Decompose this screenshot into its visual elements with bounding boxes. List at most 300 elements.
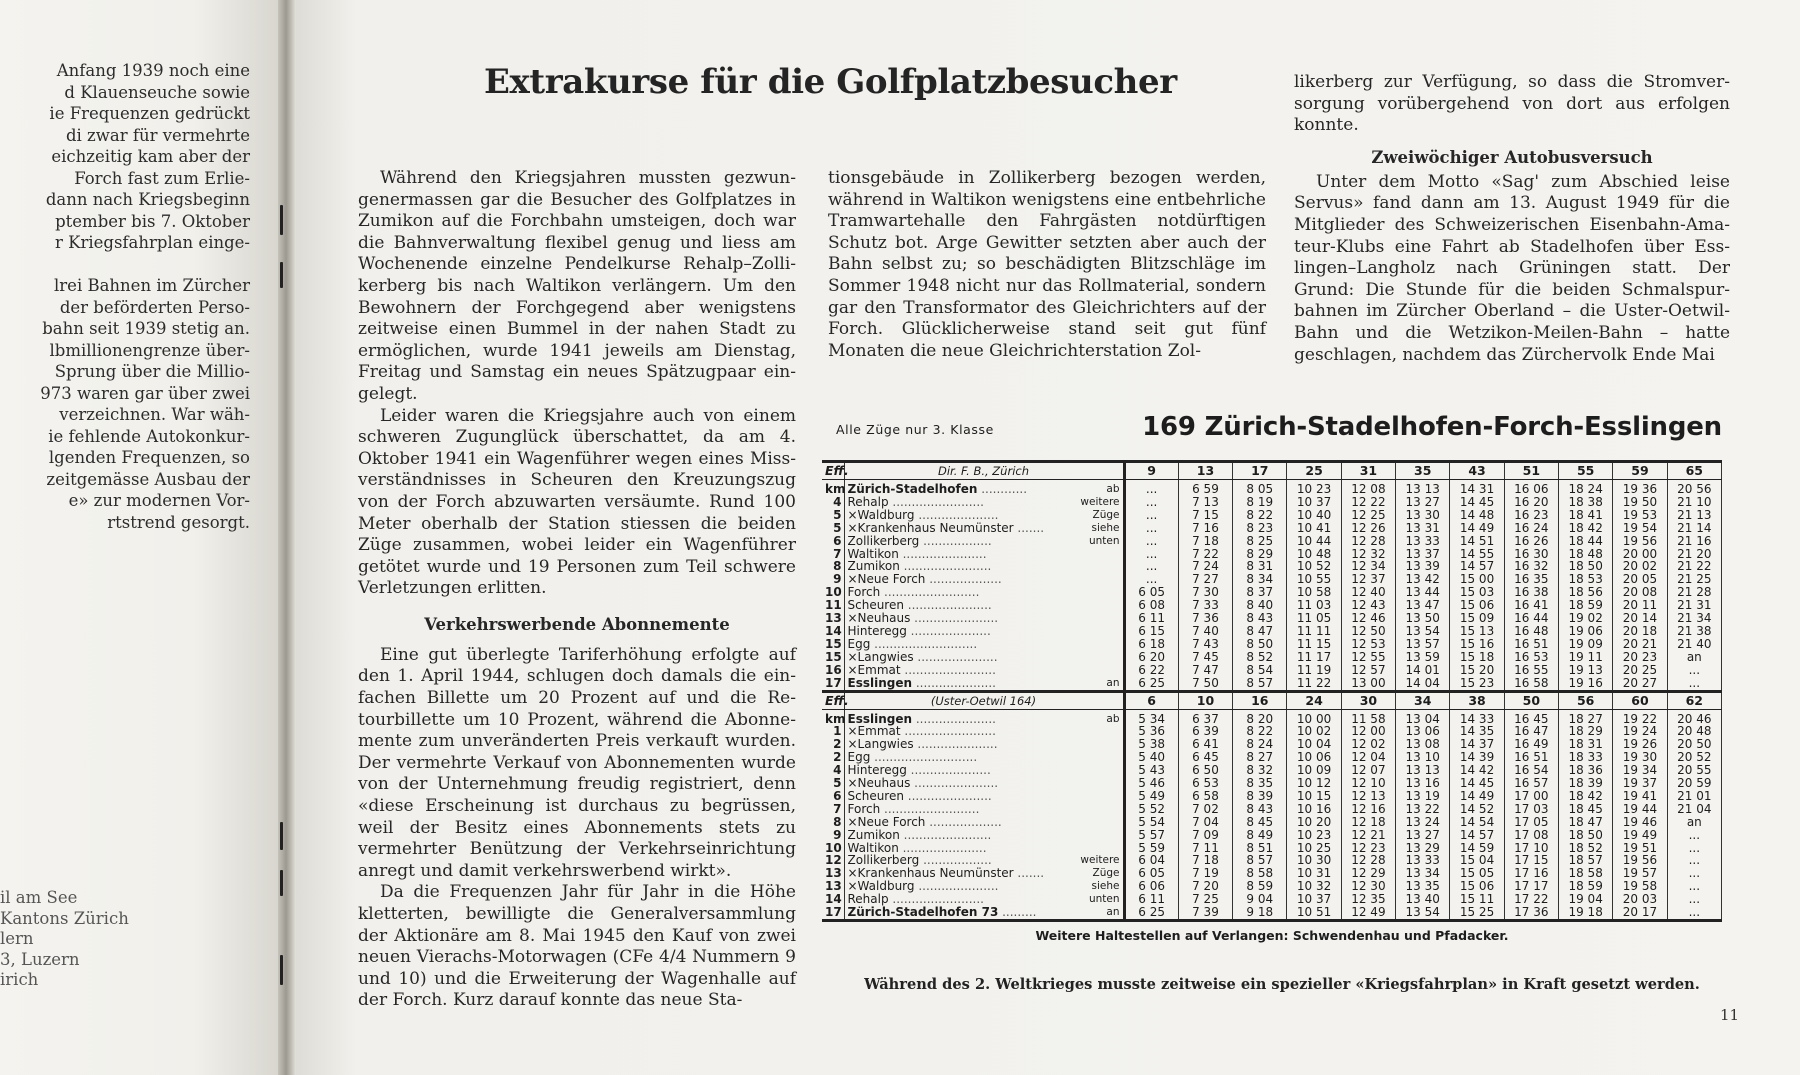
page-title: Extrakurse für die Golfplatzbesucher (484, 62, 1177, 102)
km-cell: 5 (822, 509, 844, 522)
direction-label: (Uster-Oetwil 164) (844, 691, 1124, 709)
station-note: an (1106, 676, 1120, 689)
leader-dots: ...................... (898, 546, 987, 561)
time-cell: ... (1667, 829, 1721, 842)
leader-dots: ..................... (914, 879, 999, 894)
time-cell: 13 13 (1396, 764, 1450, 777)
km-cell: 5 (822, 777, 844, 790)
station-name: ×Neuhaus (847, 776, 911, 791)
km-cell: 12 (822, 854, 844, 867)
time-cell: 16 54 (1504, 764, 1558, 777)
time-cell: 6 08 (1124, 599, 1178, 612)
time-cell: 6 25 (1124, 906, 1178, 920)
time-cell: 18 50 (1559, 829, 1613, 842)
time-cell: 16 48 (1504, 625, 1558, 638)
time-cell: 7 47 (1178, 664, 1232, 677)
station-note: Züge (1092, 508, 1120, 521)
time-cell: 16 57 (1504, 777, 1558, 790)
time-cell: 10 00 (1287, 709, 1341, 725)
time-cell: 7 11 (1178, 842, 1232, 855)
leader-dots: ................... (925, 572, 1002, 587)
time-cell: 8 31 (1233, 560, 1287, 573)
time-cell: 19 53 (1613, 509, 1667, 522)
text-line: Anfang 1939 noch eine (56, 61, 250, 80)
time-cell: 10 41 (1287, 522, 1341, 535)
text-line: ie Frequenzen gedrückt (49, 104, 250, 123)
km-cell: 2 (822, 738, 844, 751)
time-cell: 18 38 (1559, 496, 1613, 509)
station-name: Hinteregg (847, 623, 907, 638)
leader-dots: ...................... (910, 611, 999, 626)
time-cell: 19 51 (1613, 842, 1667, 855)
time-cell: 7 40 (1178, 625, 1232, 638)
time-cell: 7 25 (1178, 893, 1232, 906)
km-cell: 9 (822, 829, 844, 842)
time-cell: 16 26 (1504, 535, 1558, 548)
time-cell: 15 16 (1450, 638, 1504, 651)
time-cell: 19 50 (1613, 496, 1667, 509)
time-cell: 14 45 (1450, 777, 1504, 790)
time-cell: 6 53 (1178, 777, 1232, 790)
time-cell: 5 49 (1124, 790, 1178, 803)
time-cell: 8 52 (1233, 651, 1287, 664)
time-cell: 20 25 (1613, 664, 1667, 677)
leader-dots: ................... (925, 814, 1002, 829)
time-cell: 16 06 (1504, 480, 1558, 496)
leader-dots: ..................... (906, 623, 991, 638)
time-cell: 18 45 (1559, 803, 1613, 816)
time-cell: 5 43 (1124, 764, 1178, 777)
paragraph: tionsgebäude in Zollikerberg bezogen werden, während in Waltikon wenigstens eine entbehrliche Tramwartehalle den Fahrgästen notdürftigen Schutz bot. Arge Gewitter setzten aber auch der Bahn selbst zu; so beschädigten Blitzschläge im Sommer 1948 nicht nur das Rollmaterial, sondern gar den Transformator des Gleichrichters auf der Forch. Glücklicherweise stand seit gut fünf Monaten die neue Gleichrichterstation Zol- (828, 168, 1266, 361)
time-cell: 14 01 (1396, 664, 1450, 677)
time-cell: 19 49 (1613, 829, 1667, 842)
time-cell: 6 25 (1124, 677, 1178, 691)
time-cell: 12 55 (1341, 651, 1395, 664)
time-cell: ... (1667, 854, 1721, 867)
time-cell: 10 58 (1287, 586, 1341, 599)
time-cell: 16 24 (1504, 522, 1558, 535)
time-cell: 7 39 (1178, 906, 1232, 920)
time-cell: 13 57 (1396, 638, 1450, 651)
time-cell: 14 57 (1450, 560, 1504, 573)
km-cell: 4 (822, 764, 844, 777)
time-cell: 20 05 (1613, 573, 1667, 586)
time-cell: 14 55 (1450, 548, 1504, 561)
station-name: Waltikon (847, 840, 899, 855)
time-cell: 8 25 (1233, 535, 1287, 548)
time-cell: ... (1124, 522, 1178, 535)
time-cell: 21 31 (1667, 599, 1721, 612)
time-cell: 18 57 (1559, 854, 1613, 867)
time-cell: 14 57 (1450, 829, 1504, 842)
timetable-row (822, 677, 1722, 691)
time-cell: 8 58 (1233, 867, 1287, 880)
time-cell: 7 30 (1178, 586, 1232, 599)
time-cell: 20 48 (1667, 725, 1721, 738)
station-name: ×Emmat (847, 662, 901, 677)
time-cell: 7 13 (1178, 496, 1232, 509)
time-cell: 7 15 (1178, 509, 1232, 522)
time-cell: 10 52 (1287, 560, 1341, 573)
train-number-row (822, 691, 1722, 709)
time-cell: 12 32 (1341, 548, 1395, 561)
text-line: r Kriegsfahrplan einge- (55, 233, 250, 252)
time-cell: 13 33 (1396, 535, 1450, 548)
station-name: Forch (847, 801, 881, 816)
time-cell: 8 54 (1233, 664, 1287, 677)
time-cell: ... (1124, 496, 1178, 509)
time-cell: 5 34 (1124, 709, 1178, 725)
km-cell: 17 (822, 906, 844, 920)
time-cell: 6 39 (1178, 725, 1232, 738)
time-cell: 8 47 (1233, 625, 1287, 638)
time-cell: 20 17 (1613, 906, 1667, 920)
time-cell: 5 38 (1124, 738, 1178, 751)
km-cell: 14 (822, 625, 844, 638)
time-cell: 12 08 (1341, 480, 1395, 496)
time-cell: 18 59 (1559, 880, 1613, 893)
km-cell: 4 (822, 496, 844, 509)
time-cell: 8 19 (1233, 496, 1287, 509)
time-cell: 10 02 (1287, 725, 1341, 738)
text-line: rtstrend gesorgt. (107, 512, 250, 532)
time-cell: 13 54 (1396, 906, 1450, 920)
time-cell: 13 44 (1396, 586, 1450, 599)
time-cell: 15 13 (1450, 625, 1504, 638)
station-note: ab (1106, 483, 1120, 495)
time-cell: 20 27 (1613, 677, 1667, 691)
time-cell: 17 10 (1504, 842, 1558, 855)
time-cell: 6 11 (1124, 612, 1178, 625)
station-name: Zürich-Stadelhofen (847, 482, 978, 496)
time-cell: 14 54 (1450, 816, 1504, 829)
time-cell: 12 28 (1341, 854, 1395, 867)
time-cell: 12 57 (1341, 664, 1395, 677)
leader-dots: ......... (998, 905, 1037, 920)
train-number: 9 (1124, 462, 1178, 480)
time-cell: 12 50 (1341, 625, 1395, 638)
time-cell: 19 26 (1613, 738, 1667, 751)
time-cell: 14 37 (1450, 738, 1504, 751)
time-cell: 14 31 (1450, 480, 1504, 496)
time-cell: 8 29 (1233, 548, 1287, 561)
time-cell: 11 03 (1287, 599, 1341, 612)
time-cell: 10 25 (1287, 842, 1341, 855)
station-note: an (1106, 906, 1120, 919)
station-name: ×Krankenhaus Neumünster (847, 866, 1014, 881)
station-name: ×Neue Forch (847, 572, 926, 587)
binding-mark (280, 822, 283, 850)
text-line: Sprung über die Millio- (54, 362, 250, 381)
time-cell: 6 50 (1178, 764, 1232, 777)
time-cell: 7 09 (1178, 829, 1232, 842)
time-cell: 17 03 (1504, 803, 1558, 816)
time-cell: 5 59 (1124, 842, 1178, 855)
leader-dots: ...................... (898, 840, 987, 855)
time-cell: 6 58 (1178, 790, 1232, 803)
book-gutter (278, 0, 296, 1075)
time-cell: 19 06 (1559, 625, 1613, 638)
time-cell: 7 19 (1178, 867, 1232, 880)
time-cell: 12 28 (1341, 535, 1395, 548)
time-cell: ... (1667, 664, 1721, 677)
direction-label: Dir. F. B., Zürich (844, 462, 1124, 480)
train-number-row (822, 462, 1722, 480)
station-name: Rehalp (847, 494, 889, 509)
time-cell: 16 49 (1504, 738, 1558, 751)
station-name: ×Langwies (847, 649, 914, 664)
train-number: 30 (1341, 691, 1395, 709)
time-cell: 18 42 (1559, 522, 1613, 535)
time-cell: 10 37 (1287, 893, 1341, 906)
time-cell: 12 43 (1341, 599, 1395, 612)
time-cell: 19 30 (1613, 751, 1667, 764)
time-cell: 6 05 (1124, 867, 1178, 880)
time-cell: 20 23 (1613, 651, 1667, 664)
time-cell: 10 12 (1287, 777, 1341, 790)
paragraph: likerberg zur Verfügung, so dass die Stromversorgung vorübergehend von dort aus erfolgen konnte. (1294, 72, 1730, 136)
time-cell: 13 16 (1396, 777, 1450, 790)
train-number: 60 (1613, 691, 1667, 709)
km-cell: 17 (822, 677, 844, 691)
km-cell: 13 (822, 867, 844, 880)
time-cell: 14 39 (1450, 751, 1504, 764)
time-cell: 15 05 (1450, 867, 1504, 880)
time-cell: 10 23 (1287, 480, 1341, 496)
station-name: Egg (847, 750, 871, 765)
time-cell: 19 22 (1613, 709, 1667, 725)
station-name: ×Neue Forch (847, 814, 926, 829)
page-number: 11 (1720, 1006, 1740, 1024)
time-cell: 10 51 (1287, 906, 1341, 920)
train-number: 50 (1504, 691, 1558, 709)
time-cell: 11 22 (1287, 677, 1341, 691)
train-number: 55 (1559, 462, 1613, 480)
time-cell: 19 16 (1559, 677, 1613, 691)
time-cell: 16 44 (1504, 612, 1558, 625)
time-cell: 13 19 (1396, 790, 1450, 803)
train-number: 17 (1233, 462, 1287, 480)
km-cell: 6 (822, 790, 844, 803)
time-cell: 8 35 (1233, 777, 1287, 790)
time-cell: 8 59 (1233, 880, 1287, 893)
time-cell: 21 40 (1667, 638, 1721, 651)
time-cell: 7 04 (1178, 816, 1232, 829)
time-cell: 10 44 (1287, 535, 1341, 548)
time-cell: 16 35 (1504, 573, 1558, 586)
time-cell: ... (1124, 573, 1178, 586)
text-line: ptember bis 7. Oktober (55, 211, 250, 231)
time-cell: ... (1667, 906, 1721, 920)
time-cell: 5 40 (1124, 751, 1178, 764)
leader-dots: ....................... (899, 559, 992, 574)
train-number: 6 (1124, 691, 1178, 709)
binding-mark (280, 955, 283, 985)
time-cell: 17 17 (1504, 880, 1558, 893)
station-name: Waltikon (847, 546, 899, 561)
timetable-row (822, 906, 1722, 920)
leader-dots: ........................ (900, 724, 996, 739)
time-cell: 18 47 (1559, 816, 1613, 829)
km-cell: 15 (822, 651, 844, 664)
time-cell: 15 20 (1450, 664, 1504, 677)
station-name: Scheuren (847, 598, 904, 613)
time-cell: 10 32 (1287, 880, 1341, 893)
time-cell: 18 52 (1559, 842, 1613, 855)
leader-dots: ........................... (870, 636, 978, 651)
left-page-locations (0, 888, 200, 991)
train-number: 13 (1178, 462, 1232, 480)
time-cell: 10 15 (1287, 790, 1341, 803)
train-number: 25 (1287, 462, 1341, 480)
time-cell: 15 04 (1450, 854, 1504, 867)
station-name: Esslingen (847, 711, 913, 726)
time-cell: 12 18 (1341, 816, 1395, 829)
time-cell: 8 57 (1233, 854, 1287, 867)
time-cell: 16 32 (1504, 560, 1558, 573)
leader-dots: ..................... (913, 649, 998, 664)
train-number: 38 (1450, 691, 1504, 709)
figure-caption: Während des 2. Weltkrieges musste zeitweise ein spezieller «Kriegsfahrplan» in Kraft gesetzt werden. (864, 976, 1700, 993)
train-number: 16 (1233, 691, 1287, 709)
time-cell: 20 00 (1613, 548, 1667, 561)
train-number: 43 (1450, 462, 1504, 480)
time-cell: 18 44 (1559, 535, 1613, 548)
km-cell: 1 (822, 725, 844, 738)
time-cell: 5 36 (1124, 725, 1178, 738)
timetable-row (822, 480, 1722, 496)
time-cell: 14 51 (1450, 535, 1504, 548)
time-cell: 7 27 (1178, 573, 1232, 586)
time-cell: 21 25 (1667, 573, 1721, 586)
time-cell: 8 40 (1233, 599, 1287, 612)
time-cell: 16 41 (1504, 599, 1558, 612)
time-cell: 19 18 (1559, 906, 1613, 920)
time-cell: 6 22 (1124, 664, 1178, 677)
timetable-header (822, 412, 1722, 460)
time-cell: 5 46 (1124, 777, 1178, 790)
train-number: 51 (1504, 462, 1558, 480)
time-cell: 8 23 (1233, 522, 1287, 535)
time-cell: 8 43 (1233, 612, 1287, 625)
time-cell: 18 36 (1559, 764, 1613, 777)
train-number: 31 (1341, 462, 1395, 480)
time-cell: 12 13 (1341, 790, 1395, 803)
time-cell: 7 50 (1178, 677, 1232, 691)
text-line: eichzeitig kam aber der (51, 147, 250, 166)
text-line: lgenden Frequenzen, so (48, 448, 250, 467)
time-cell: 18 29 (1559, 725, 1613, 738)
time-cell: 16 23 (1504, 509, 1558, 522)
time-cell: 13 30 (1396, 509, 1450, 522)
time-cell: 20 46 (1667, 709, 1721, 725)
station-note: Züge (1092, 867, 1120, 880)
time-cell: 12 23 (1341, 842, 1395, 855)
leader-dots: ........................ (888, 892, 984, 907)
time-cell: 14 49 (1450, 790, 1504, 803)
time-cell: 10 31 (1287, 867, 1341, 880)
time-cell: 12 21 (1341, 829, 1395, 842)
km-cell: 8 (822, 560, 844, 573)
time-cell: 7 16 (1178, 522, 1232, 535)
station-name: Zürich-Stadelhofen 73 (847, 905, 999, 920)
time-cell: 11 05 (1287, 612, 1341, 625)
station-note: ab (1106, 712, 1120, 725)
time-cell: 20 18 (1613, 625, 1667, 638)
time-cell: 11 11 (1287, 625, 1341, 638)
time-cell: ... (1667, 880, 1721, 893)
time-cell: 15 06 (1450, 599, 1504, 612)
time-cell: 20 08 (1613, 586, 1667, 599)
time-cell: 8 22 (1233, 509, 1287, 522)
time-cell: 18 48 (1559, 548, 1613, 561)
time-cell: 13 13 (1396, 480, 1450, 496)
train-number: 59 (1613, 462, 1667, 480)
km-cell: 7 (822, 548, 844, 561)
time-cell: 19 54 (1613, 522, 1667, 535)
time-cell: 13 29 (1396, 842, 1450, 855)
km-cell: 5 (822, 522, 844, 535)
time-cell: 12 25 (1341, 509, 1395, 522)
train-number: 35 (1396, 462, 1450, 480)
time-cell: 5 52 (1124, 803, 1178, 816)
time-cell: 13 06 (1396, 725, 1450, 738)
text-line: lrei Bahnen im Zürcher (54, 276, 250, 295)
time-cell: 12 34 (1341, 560, 1395, 573)
time-cell: 18 27 (1559, 709, 1613, 725)
time-cell: 11 15 (1287, 638, 1341, 651)
text-line: zeitgemässe Ausbau der (46, 469, 250, 489)
time-cell: 7 18 (1178, 535, 1232, 548)
time-cell: 13 54 (1396, 625, 1450, 638)
station-note: siehe (1091, 521, 1120, 534)
train-number: 65 (1667, 462, 1721, 480)
leader-dots: ..................... (913, 737, 998, 752)
time-cell: 8 20 (1233, 709, 1287, 725)
time-cell: 19 46 (1613, 816, 1667, 829)
time-cell: 17 05 (1504, 816, 1558, 829)
time-cell: ... (1124, 480, 1178, 496)
time-cell: ... (1124, 535, 1178, 548)
time-cell: 20 56 (1667, 480, 1721, 496)
time-cell: 8 22 (1233, 725, 1287, 738)
time-cell: 20 50 (1667, 738, 1721, 751)
time-cell: 10 55 (1287, 573, 1341, 586)
text-line: 973 waren gar über zwei (40, 383, 250, 403)
time-cell: 17 22 (1504, 893, 1558, 906)
station-name: Esslingen (847, 675, 913, 690)
time-cell: 8 37 (1233, 586, 1287, 599)
text-line: di zwar für vermehrte (65, 125, 250, 145)
time-cell: 15 00 (1450, 573, 1504, 586)
time-cell: 19 13 (1559, 664, 1613, 677)
time-cell: 19 56 (1613, 535, 1667, 548)
time-cell: 19 44 (1613, 803, 1667, 816)
text-line: ie fehlende Autokonkur- (48, 426, 250, 446)
time-cell: 16 51 (1504, 638, 1558, 651)
location-line: il am See (0, 888, 78, 907)
time-cell: 7 20 (1178, 880, 1232, 893)
time-cell: 10 37 (1287, 496, 1341, 509)
km-cell: 9 (822, 573, 844, 586)
text-line: der beförderten Perso- (59, 297, 250, 317)
time-cell: 7 36 (1178, 612, 1232, 625)
time-cell: 21 38 (1667, 625, 1721, 638)
time-cell: 5 54 (1124, 816, 1178, 829)
time-cell: 18 59 (1559, 599, 1613, 612)
time-cell: ... (1667, 867, 1721, 880)
station-name: ×Waldburg (847, 879, 915, 894)
